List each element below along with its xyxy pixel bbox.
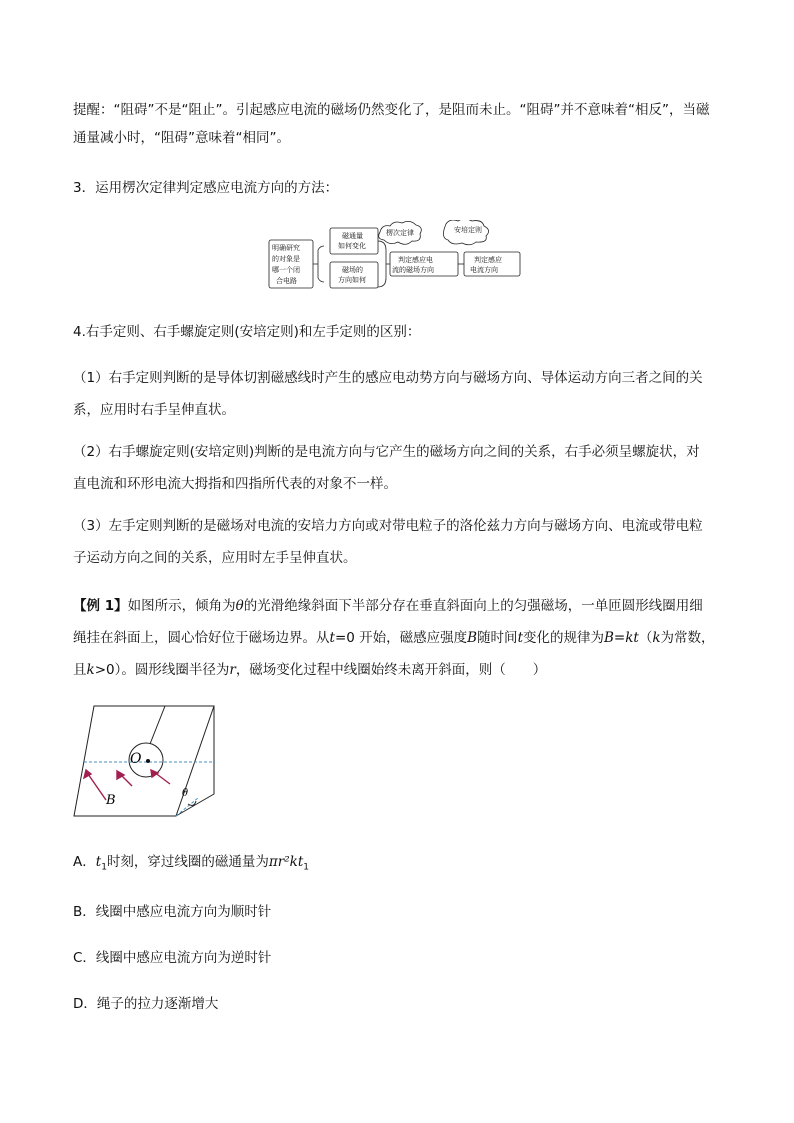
- example-text: =0 开始，磁感应强度: [334, 630, 468, 646]
- example-tag: 【例 1】: [73, 598, 128, 614]
- flow-n2-line-2: 如何变化: [338, 242, 366, 250]
- item-2: [73, 436, 723, 500]
- example-text: 的光滑绝缘斜面下半部分存在垂直斜面向上的匀强磁场，一单匝圆形线圈用细: [243, 598, 703, 614]
- reminder-line-1: 提醒：“阻碍”不是“阻止”。引起感应电流的磁场仍然变化了，是阻而未止。“阻碍”并不意味着“相反”，当磁: [73, 102, 710, 118]
- item-1: [73, 362, 723, 426]
- reminder-line-2: 通量减小时，“阻碍”意味着“相同”。: [73, 130, 290, 146]
- flow-n5-line-1: 判定感应: [474, 256, 502, 264]
- label-theta: θ: [182, 788, 189, 799]
- item-1-line-2: 系，应用时右手呈伸直状。: [73, 402, 235, 418]
- flow-brace: [313, 246, 324, 282]
- example-text: （: [638, 630, 653, 646]
- flow-n4-line-1: 判定感应电: [398, 256, 433, 264]
- option-a: [73, 852, 309, 878]
- example-line-3: [73, 654, 723, 686]
- reminder-paragraph: [73, 96, 723, 152]
- label-o: O: [130, 751, 142, 767]
- bkt-formula: B=kt: [604, 630, 639, 646]
- option-a-text: 时刻，穿过线圈的磁通量为: [106, 854, 269, 870]
- example-line-2: [73, 622, 723, 654]
- field-arrow-1: [88, 774, 106, 800]
- item-3-line-2: 子运动方向之间的关系，应用时左手呈伸直状。: [73, 550, 357, 566]
- incline-coil-figure: [70, 700, 250, 830]
- example-text: 如图所示，倾角为: [127, 598, 236, 614]
- incline-face: [74, 706, 214, 816]
- example-text: 为常数，: [660, 630, 715, 646]
- option-a-sub: 1: [101, 862, 107, 873]
- example-text: 且: [73, 662, 87, 678]
- flow-n1-line-2: 的对象是: [272, 255, 300, 263]
- field-arrow-head-3: [151, 770, 158, 777]
- example-text: >0）。圆形线圈半径为: [94, 662, 230, 678]
- t-symbol: t: [329, 630, 335, 646]
- theta-symbol: θ: [235, 598, 244, 614]
- item-3-line-1: （3）左手定则判断的是磁场对电流的安培力方向或对带电粒子的洛伦兹力方向与磁场方向、电流或带电粒: [73, 518, 703, 534]
- example-line-1: [73, 590, 723, 622]
- flow-n4-line-2: 流的磁场方向: [392, 266, 434, 274]
- item-2-line-1: （2）右手螺旋定则(安培定则)判断的是电流方向与它产生的磁场方向之间的关系，右手必须呈螺旋状，对: [73, 444, 700, 460]
- option-a-expr: πr²kt: [268, 854, 304, 870]
- label-b: B: [106, 793, 116, 808]
- option-d: D．绳子的拉力逐渐增大: [73, 996, 219, 1012]
- item-1-line-1: （1）右手定则判断的是导体切割磁感线时产生的感应电动势方向与磁场方向、导体运动方向三者之间的关: [73, 370, 703, 386]
- item-3: [73, 510, 723, 574]
- section-3-title: 3．运用楞次定律判定感应电流方向的方法：: [73, 180, 339, 196]
- flow-n5-line-2: 电流方向: [470, 266, 498, 274]
- flow-n1-line-3: 哪一个闭: [272, 266, 300, 274]
- flow-n3-line-2: 方向如何: [338, 276, 366, 284]
- flow-n1-line-1: 明确研究: [272, 244, 300, 252]
- coil-center-dot: [146, 759, 150, 763]
- b-symbol: B: [467, 630, 478, 646]
- example-1-question: [73, 590, 723, 686]
- option-b: B．线圈中感应电流方向为顺时针: [73, 904, 272, 920]
- flow-n1-line-4: 合电路: [276, 277, 297, 285]
- flow-brace-right: [378, 241, 386, 287]
- flow-cloud-1: 楞次定律: [386, 229, 414, 237]
- t-symbol: t: [517, 630, 523, 646]
- section-4-title: 4.右手定则、右手螺旋定则(安培定则)和左手定则的区别：: [73, 324, 421, 340]
- flow-n2-line-1: 磁通量: [342, 232, 363, 240]
- option-c: C．线圈中感应电流方向为逆时针: [73, 950, 272, 966]
- example-text: 变化的规律为: [523, 630, 604, 646]
- item-2-line-2: 直电流和环形电流大拇指和四指所代表的对象不一样。: [73, 476, 397, 492]
- flow-n3-line-1: 磁场的: [342, 266, 363, 274]
- k-symbol: k: [652, 630, 661, 646]
- lenz-law-flowchart: [268, 220, 528, 292]
- example-text: ，磁场变化过程中线圈始终未离开斜面，则（ ）: [235, 662, 547, 678]
- example-text: 绳挂在斜面上，圆心恰好位于磁场边界。从: [73, 630, 330, 646]
- example-text: 随时间: [477, 630, 518, 646]
- flow-cloud-2: 安培定则: [454, 226, 482, 234]
- k-symbol: k: [86, 662, 95, 678]
- option-a-expr-sub: 1: [303, 862, 309, 873]
- option-a-t: t: [95, 854, 102, 870]
- option-a-prefix: A．: [73, 854, 96, 870]
- string-line: [150, 706, 165, 744]
- r-symbol: r: [229, 662, 236, 678]
